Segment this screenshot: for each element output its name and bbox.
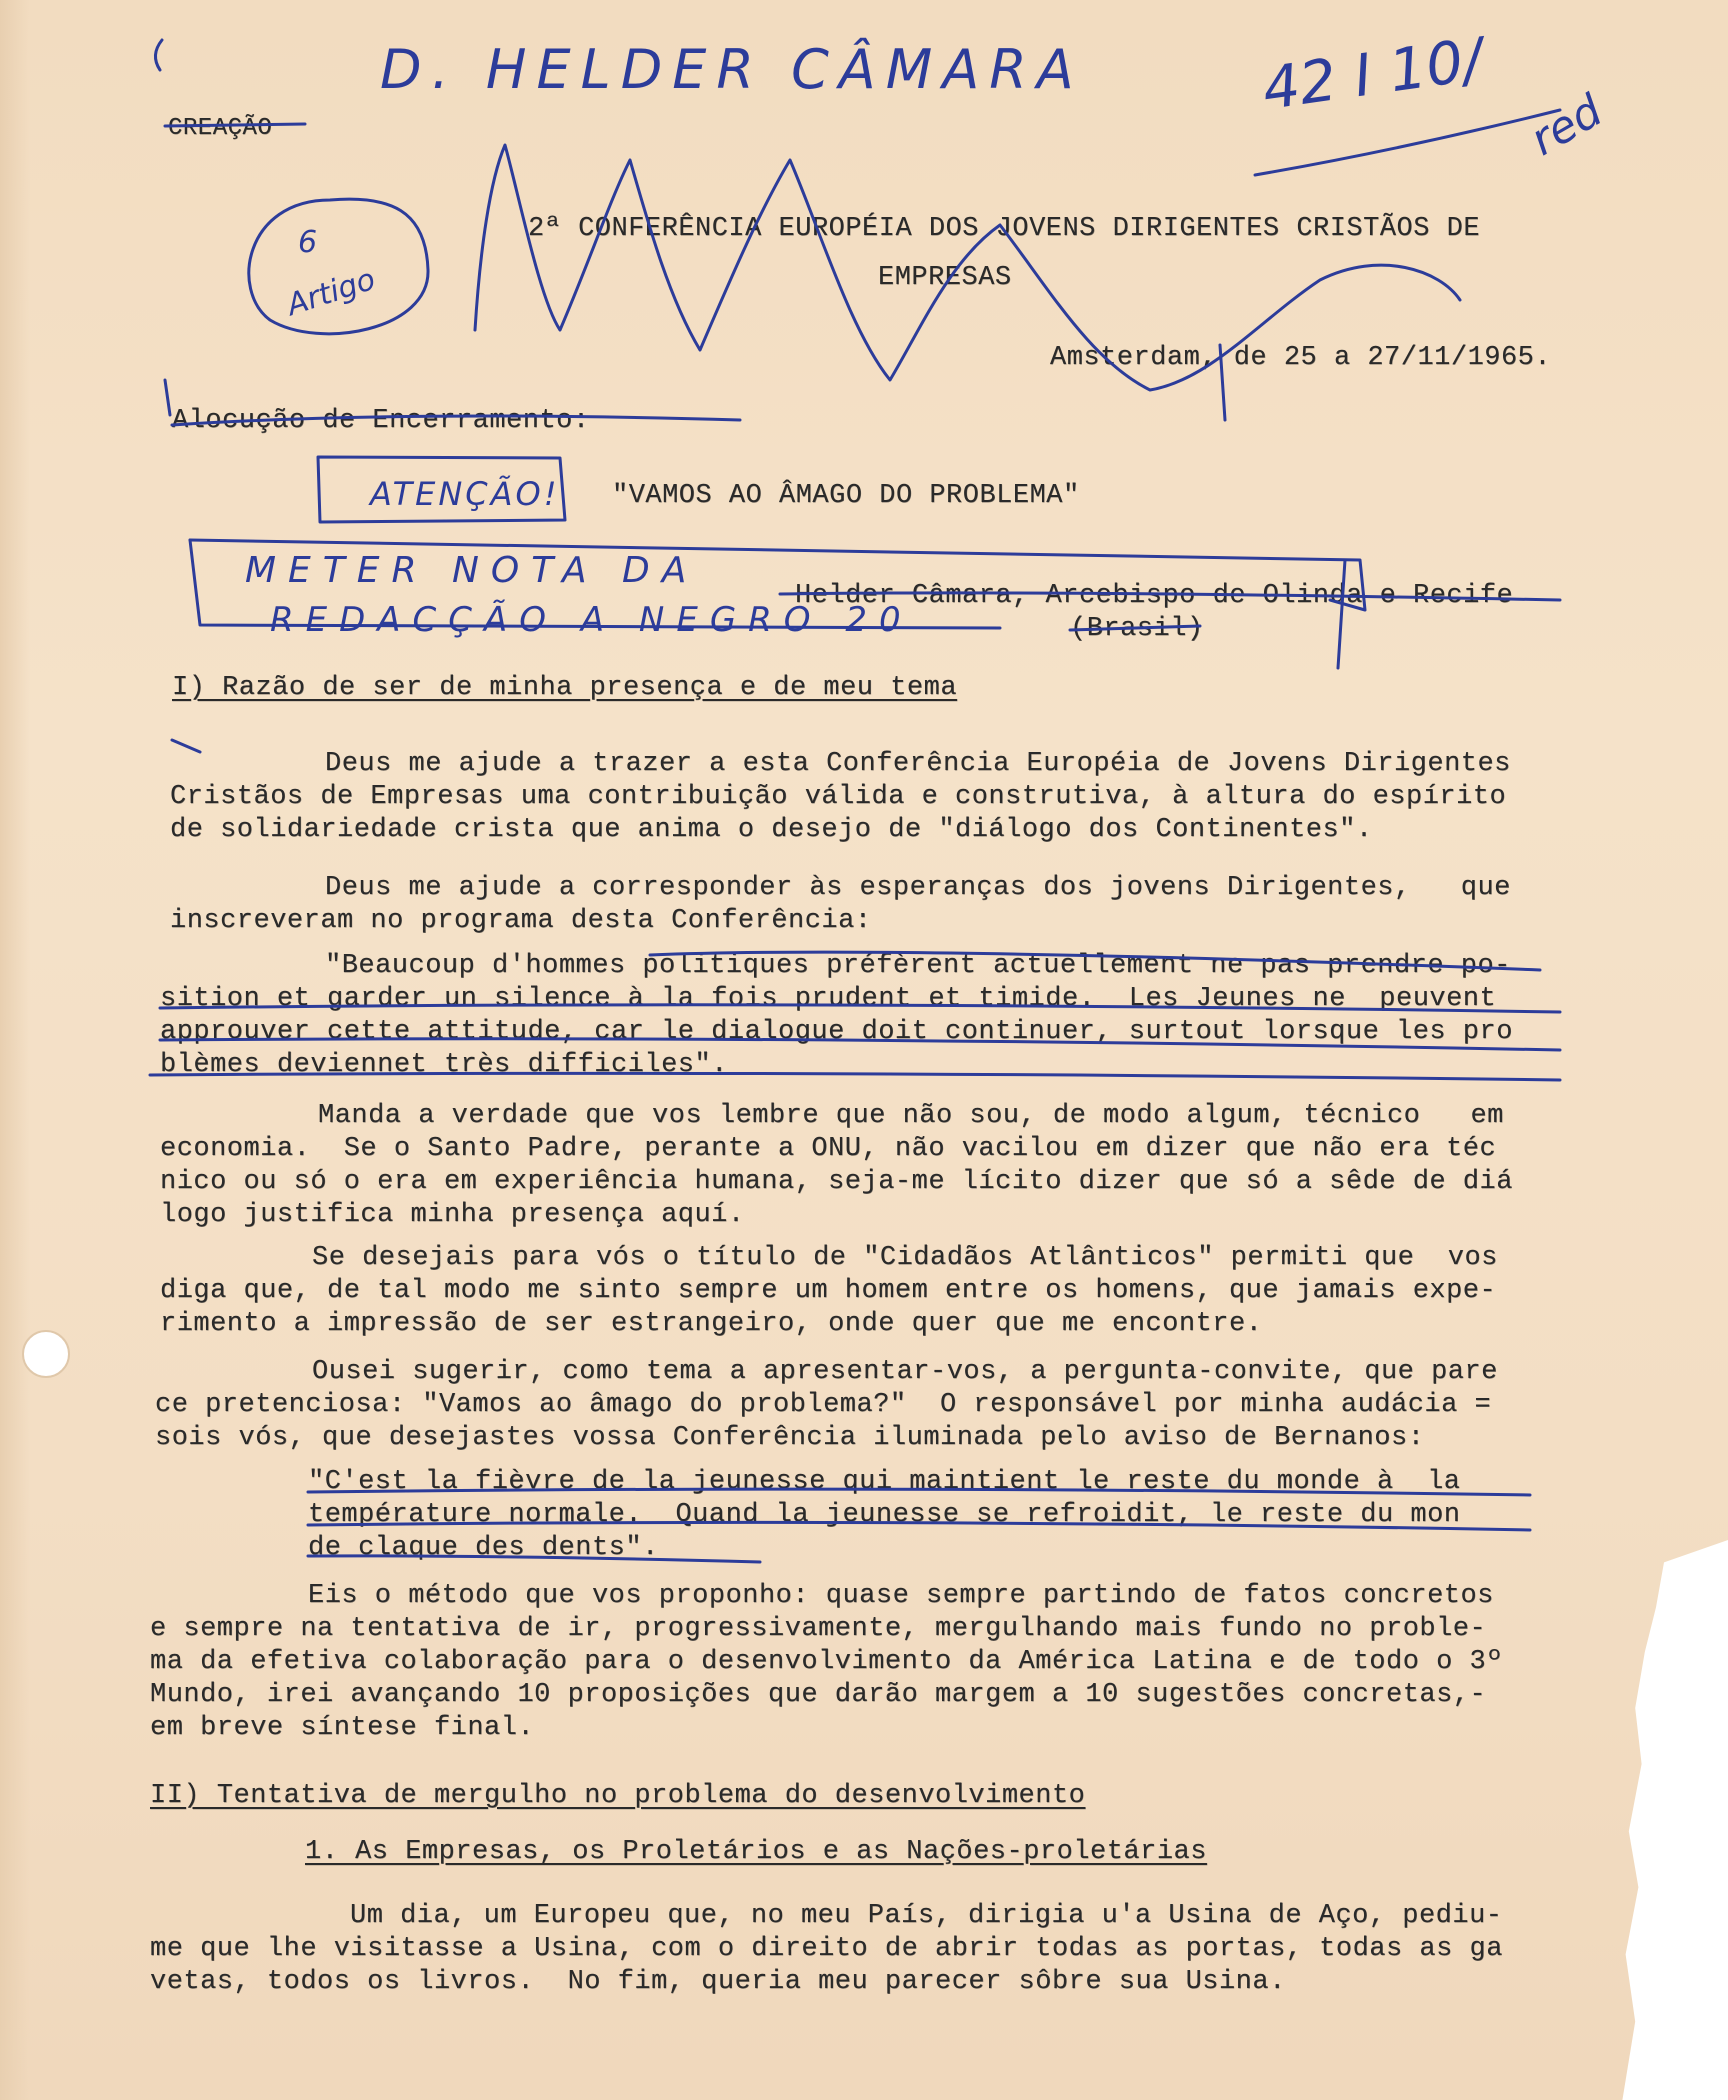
quote-1-line-1: "Beaucoup d'hommes politiques préfèrent actuellement ne pas prendre po- <box>325 951 1511 981</box>
allocution-label: Alocução de Encerramento: <box>172 406 590 436</box>
editor-note-line2: REDACÇÃO A NEGRO 20 <box>270 600 913 640</box>
quote-2-line-1: "C'est la fièvre de la jeunesse qui maintient le reste du monde à la <box>308 1467 1461 1497</box>
paragraph-4-line-3: rimento a impressão de ser estrangeiro, onde quer que me encontre. <box>160 1309 1263 1339</box>
attention-box-text: ATENÇÃO! <box>370 475 560 513</box>
author-country: (Brasil) <box>1070 614 1204 644</box>
conference-title-line1: 2ª CONFERÊNCIA EUROPÉIA DOS JOVENS DIRIGENTES CRISTÃOS DE <box>528 214 1481 244</box>
handwritten-name: D. HELDER CÂMARA <box>380 38 1084 101</box>
quote-2-line-2: température normale. Quand la jeunesse se refroidit, le reste du mon <box>308 1500 1461 1530</box>
paragraph-3-line-3: nico ou só o era em experiência humana, seja-me lícito dizer que só a sêde de diá <box>160 1167 1513 1197</box>
quote-1-line-4: blèmes deviennet très difficiles". <box>160 1050 728 1080</box>
handwritten-reference: 42 I 10/ <box>1258 24 1487 124</box>
section-1-heading: I) Razão de ser de minha presença e de meu tema <box>172 673 958 703</box>
paragraph-1-line-2: Cristãos de Empresas uma contribuição válida e construtiva, à altura do espírito <box>170 782 1507 812</box>
paragraph-2-line-2: inscreveram no programa desta Conferência: <box>170 906 872 936</box>
section-2-paragraph-line-2: me que lhe visitasse a Usina, com o direito de abrir todas as portas, todas as ga <box>150 1934 1503 1964</box>
punch-hole <box>22 1330 70 1378</box>
paragraph-1-line-3: de solidariedade crista que anima o desejo de "diálogo dos Continentes". <box>170 815 1373 845</box>
speech-title: "VAMOS AO ÂMAGO DO PROBLEMA" <box>612 481 1080 511</box>
crossed-word: CREAÇÃO <box>168 115 273 142</box>
paragraph-4-line-1: Se desejais para vós o título de "Cidadãos Atlânticos" permiti que vos <box>312 1243 1498 1273</box>
section-2-subheading: 1. As Empresas, os Proletários e as Nações-proletárias <box>305 1837 1207 1867</box>
quote-1-line-2: sition et garder un silence à la fois prudent et timide. Les Jeunes ne peuvent <box>160 984 1497 1014</box>
editor-note-line1: METER NOTA DA <box>245 550 699 591</box>
author-line: Helder Câmara, Arcebispo de Olinda e Recife <box>795 581 1514 611</box>
paragraph-2-line-1: Deus me ajude a corresponder às esperanças dos jovens Dirigentes, que <box>325 873 1511 903</box>
paragraph-3-line-2: economia. Se o Santo Padre, perante a ONU, não vacilou em dizer que não era téc <box>160 1134 1497 1164</box>
paragraph-6-line-1: Eis o método que vos proponho: quase sempre partindo de fatos concretos <box>308 1581 1494 1611</box>
place-date: Amsterdam, de 25 a 27/11/1965. <box>1050 343 1552 373</box>
paragraph-3-line-1: Manda a verdade que vos lembre que não sou, de modo algum, técnico em <box>318 1101 1504 1131</box>
conference-title-line2: EMPRESAS <box>878 263 1012 293</box>
circle-number: 6 <box>298 225 318 260</box>
paragraph-4-line-2: diga que, de tal modo me sinto sempre um homem entre os homens, que jamais expe- <box>160 1276 1497 1306</box>
paragraph-1-line-1: Deus me ajude a trazer a esta Conferência Européia de Jovens Dirigentes <box>325 749 1511 779</box>
paragraph-6-line-5: em breve síntese final. <box>150 1713 535 1743</box>
paragraph-6-line-3: ma da efetiva colaboração para o desenvolvimento da América Latina e de todo o 3º <box>150 1647 1503 1677</box>
paragraph-5-line-3: sois vós, que desejastes vossa Conferência iluminada pelo aviso de Bernanos: <box>155 1423 1425 1453</box>
paragraph-5-line-2: ce pretenciosa: "Vamos ao âmago do problema?" O responsável por minha audácia = <box>155 1390 1492 1420</box>
circle-label: Artigo <box>282 261 380 324</box>
quote-2-line-3: de claque des dents". <box>308 1533 659 1563</box>
paragraph-3-line-4: logo justifica minha presença aquí. <box>160 1200 745 1230</box>
paragraph-5-line-1: Ousei sugerir, como tema a apresentar-vos, a pergunta-convite, que pare <box>312 1357 1498 1387</box>
handwritten-red: red <box>1522 85 1611 166</box>
paragraph-6-line-4: Mundo, irei avançando 10 proposições que darão margem a 10 sugestões concretas,- <box>150 1680 1487 1710</box>
paragraph-6-line-2: e sempre na tentativa de ir, progressivamente, mergulhando mais fundo no proble- <box>150 1614 1487 1644</box>
quote-1-line-3: approuver cette attitude, car le dialogue doit continuer, surtout lorsque les pro <box>160 1017 1513 1047</box>
section-2-paragraph-line-1: Um dia, um Europeu que, no meu País, dirigia u'a Usina de Aço, pediu- <box>350 1901 1503 1931</box>
section-2-heading: II) Tentativa de mergulho no problema do desenvolvimento <box>150 1781 1086 1811</box>
section-2-paragraph-line-3: vetas, todos os livros. No fim, queria meu parecer sôbre sua Usina. <box>150 1967 1286 1997</box>
